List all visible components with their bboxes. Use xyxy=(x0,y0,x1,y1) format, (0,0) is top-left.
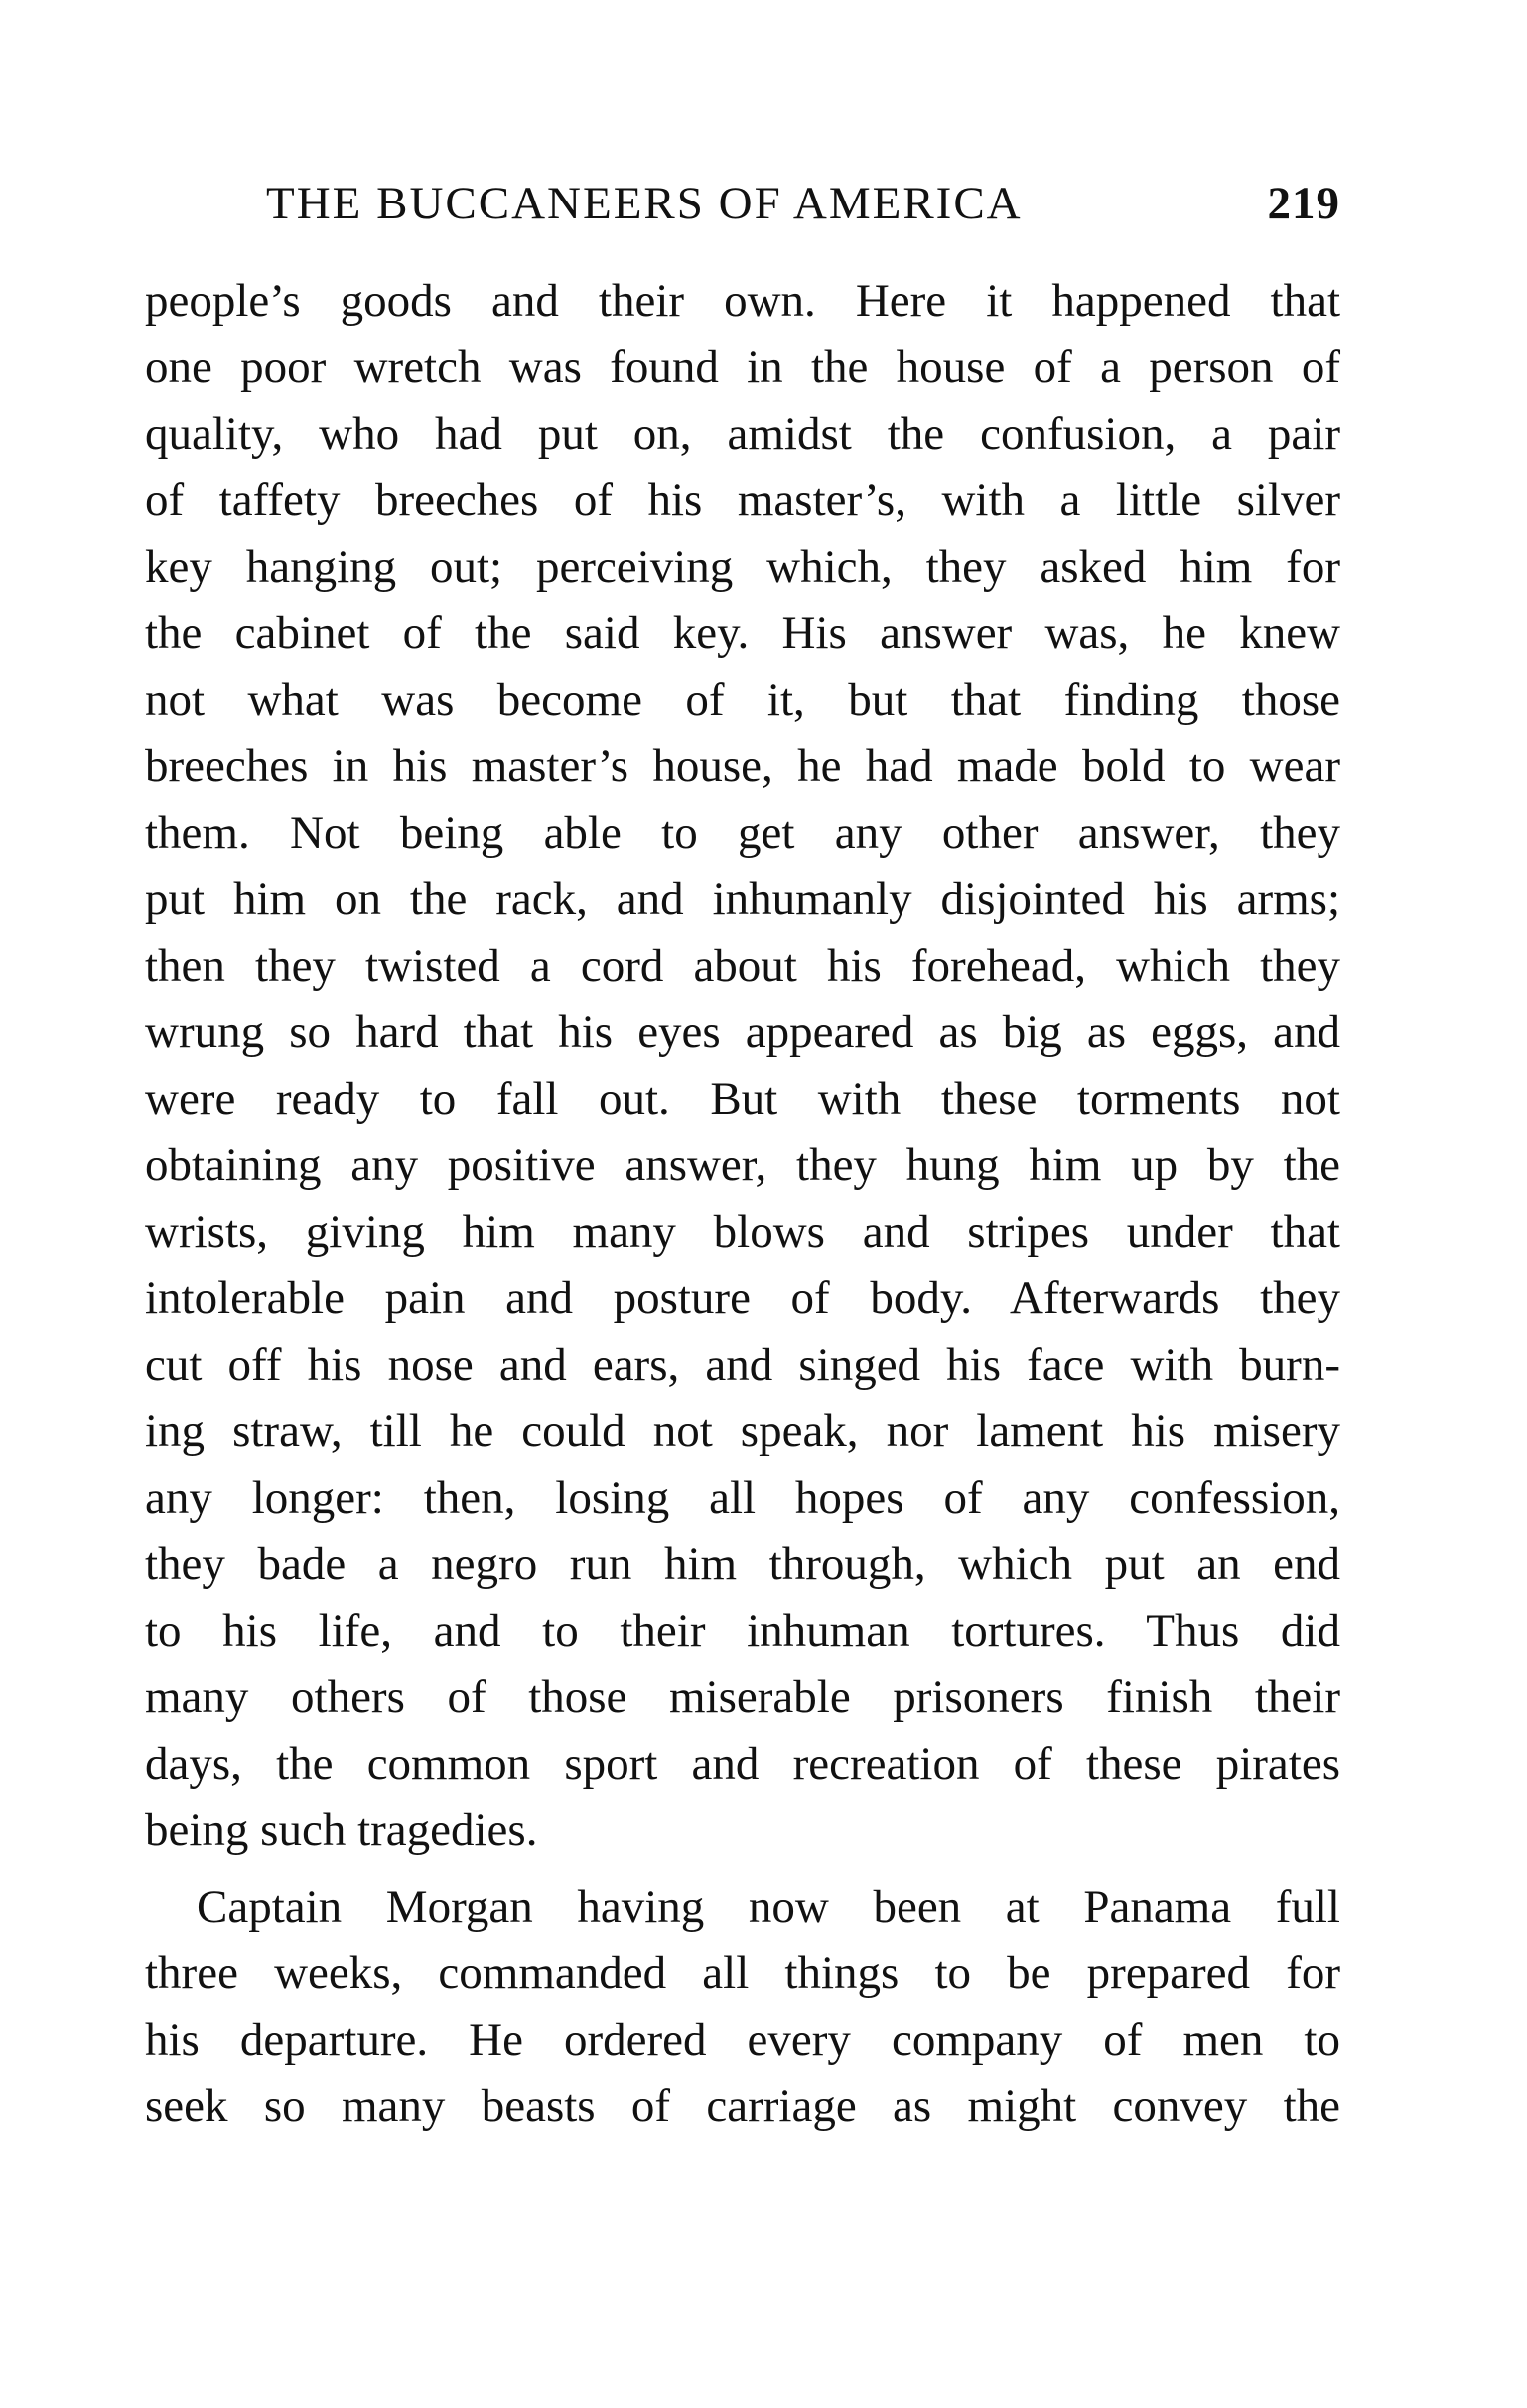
text-line: three weeks, commanded all things to be prepared for xyxy=(145,1947,1340,1999)
text-line: quality, who had put on, amidst the confusion, a pair xyxy=(145,408,1340,460)
text-line: breeches in his master’s house, he had made bold to wear xyxy=(145,740,1340,792)
text-line: people’s goods and their own. Here it happened that xyxy=(145,275,1340,327)
paragraph-gap xyxy=(145,1864,1340,1874)
text-line: were ready to fall out. But with these torments not xyxy=(145,1073,1340,1125)
text-line: not what was become of it, but that finding those xyxy=(145,674,1340,726)
text-line: seek so many beasts of carriage as might convey the xyxy=(145,2080,1340,2132)
text-line: ing straw, till he could not speak, nor lament his misery xyxy=(145,1405,1340,1457)
text-line: them. Not being able to get any other answer, they xyxy=(145,807,1340,859)
text-line: they bade a negro run him through, which put an end xyxy=(145,1538,1340,1590)
text-line: key hanging out; perceiving which, they asked him for xyxy=(145,541,1340,593)
text-line: many others of those miserable prisoners finish their xyxy=(145,1672,1340,1723)
text-line: wrung so hard that his eyes appeared as big as eggs, and xyxy=(145,1006,1340,1058)
text-line: days, the common sport and recreation of these pirates xyxy=(145,1738,1340,1790)
text-line: the cabinet of the said key. His answer was, he knew xyxy=(145,607,1340,659)
text-line: cut off his nose and ears, and singed his face with burn- xyxy=(145,1339,1340,1391)
page-number: 219 xyxy=(1267,178,1340,229)
text-line: put him on the rack, and inhumanly disjointed his arms; xyxy=(145,873,1340,925)
text-line: to his life, and to their inhuman tortures. Thus did xyxy=(145,1605,1340,1657)
running-title: THE BUCCANEERS OF AMERICA xyxy=(266,178,1023,229)
running-head xyxy=(266,177,1340,246)
paragraph-2 xyxy=(145,1874,1340,2140)
paragraph-1 xyxy=(145,268,1340,1864)
text-line: intolerable pain and posture of body. Afterwards they xyxy=(145,1272,1340,1324)
text-line: of taffety breeches of his master’s, with a little silver xyxy=(145,474,1340,526)
text-line: wrists, giving him many blows and stripes under that xyxy=(145,1206,1340,1258)
text-line: Captain Morgan having now been at Panama full xyxy=(197,1881,1340,1933)
text-line: one poor wretch was found in the house of a person of xyxy=(145,341,1340,393)
text-line: being such tragedies. xyxy=(145,1805,538,1856)
body-text xyxy=(145,268,1340,2140)
text-line: obtaining any positive answer, they hung him up by the xyxy=(145,1139,1340,1191)
text-line: any longer: then, losing all hopes of any confession, xyxy=(145,1472,1340,1524)
text-line: then they twisted a cord about his forehead, which they xyxy=(145,940,1340,992)
text-line: his departure. He ordered every company of men to xyxy=(145,2014,1340,2066)
